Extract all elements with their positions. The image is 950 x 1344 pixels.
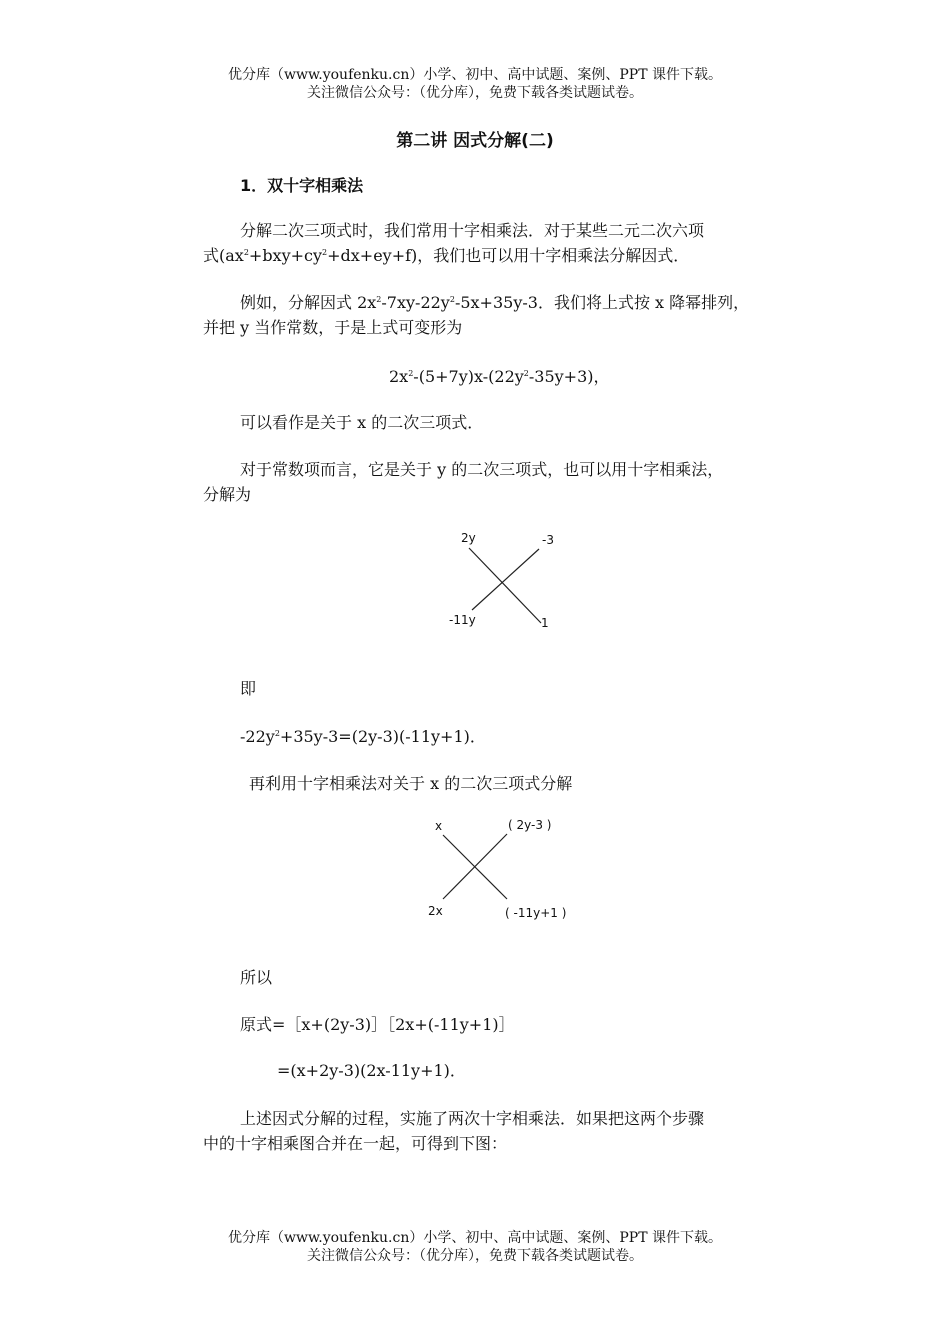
formula-original: 原式=［x+(2y-3)］［2x+(-11y+1)］ <box>240 1015 515 1034</box>
formula-constant-factor: $-22y^2+35y-3=(2y-3)(-11y+1)$． <box>240 727 486 746</box>
paragraph-3: 可以看作是关于 x 的二次三项式． <box>240 413 484 432</box>
cross-1-top-right: -3 <box>542 533 554 547</box>
paragraph-1-line-2: 式$(ax^2+bxy+cy^2+dx+ey+f)$，我们也可以用十字相乘法分解因式． <box>203 246 690 265</box>
paragraph-2 <box>203 290 840 340</box>
footer-line-2: 关注微信公众号：（优分库），免费下载各类试题试卷。 <box>307 1248 643 1264</box>
section-heading: 1．双十字相乘法 <box>240 176 364 195</box>
paragraph-5: 再利用十字相乘法对关于 x 的二次三项式分解 <box>249 774 573 793</box>
cross-2-top-right: ( 2y-3 ) <box>508 818 552 832</box>
page-footer <box>0 1229 950 1265</box>
cross-1-top-left: 2y <box>461 531 476 545</box>
paragraph-6-line-1: 上述因式分解的过程，实施了两次十字相乘法．如果把这两个步骤 <box>240 1109 705 1128</box>
lecture-title: 第二讲 因式分解(二) <box>396 131 554 151</box>
paragraph-4-line-2: 分解为 <box>203 485 252 504</box>
paragraph-2-line-2: 并把 y 当作常数，于是上式可变形为 <box>203 318 463 337</box>
paragraph-6 <box>203 1106 840 1156</box>
cross-1-line-b <box>472 549 539 610</box>
cross-2-bottom-right: ( -11y+1 ) <box>505 906 567 920</box>
header-line-2: 关注微信公众号：（优分库），免费下载各类试题试卷。 <box>307 85 643 101</box>
cross-1-line-a <box>469 548 541 623</box>
paragraph-2-line-1: 例如，分解因式 $2x^2-7xy-22y^2-5x+35y-3$．我们将上式按 x 降幂排列， <box>240 293 750 312</box>
paragraph-6-line-2: 中的十字相乘图合并在一起，可得到下图： <box>203 1134 508 1153</box>
word-ji: 即 <box>240 679 257 698</box>
cross-1-bottom-right: 1 <box>541 616 549 630</box>
formula-result: =(x+2y-3)(2x-11y+1)． <box>277 1061 466 1080</box>
formula-rearranged: $2x^2-(5+7y)x-(22y^2-35y+3)$， <box>389 367 610 386</box>
cross-2-bottom-left: 2x <box>428 904 443 918</box>
paragraph-1-line-1: 分解二次三项式时，我们常用十字相乘法．对于某些二元二次六项 <box>240 221 705 240</box>
paragraph-4-line-1: 对于常数项而言，它是关于 y 的二次三项式，也可以用十字相乘法， <box>240 460 724 479</box>
word-suoyi: 所以 <box>240 968 273 987</box>
paragraph-4 <box>203 457 840 507</box>
cross-1-bottom-left: -11y <box>449 613 476 627</box>
page-header <box>0 66 950 102</box>
cross-diagram-2 <box>425 815 585 925</box>
cross-diagram-1 <box>440 528 570 636</box>
footer-line-1: 优分库（www.youfenku.cn）小学、初中、高中试题、案例、PPT 课件下载。 <box>227 1230 722 1246</box>
paragraph-1 <box>203 218 840 268</box>
header-line-1: 优分库（www.youfenku.cn）小学、初中、高中试题、案例、PPT 课件下载。 <box>227 67 722 83</box>
cross-2-top-left: x <box>435 819 443 833</box>
